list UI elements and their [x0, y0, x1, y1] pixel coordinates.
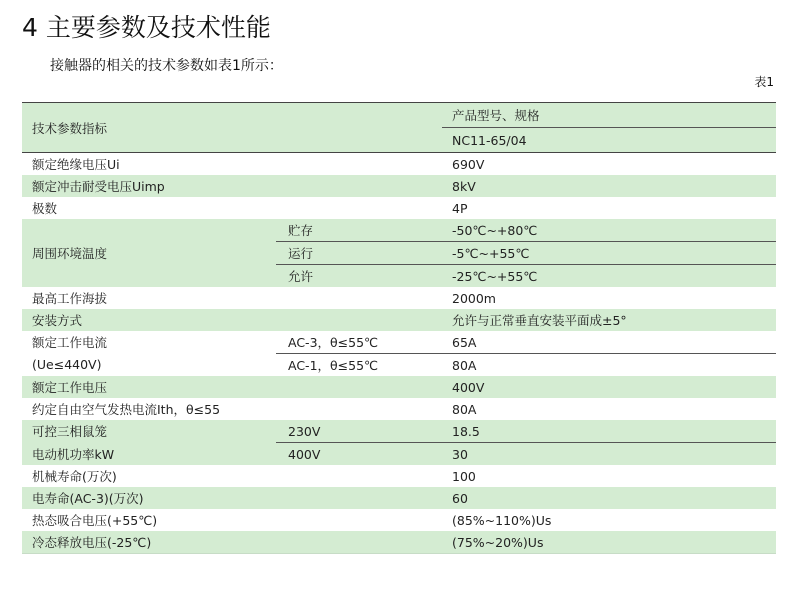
value-cell: 8kV	[442, 175, 776, 197]
param-cell: 冷态释放电压(-25℃)	[22, 531, 442, 554]
table-row	[22, 509, 776, 531]
value-cell: 80A	[442, 398, 776, 420]
table-row	[22, 531, 776, 554]
table-row	[22, 287, 776, 309]
sub-cell: 贮存	[276, 219, 442, 242]
value-cell: -25℃~+55℃	[442, 265, 776, 288]
table-label: 表1	[754, 75, 774, 89]
value-cell: 允许与正常垂直安装平面成±5°	[442, 309, 776, 331]
value-cell: 60	[442, 487, 776, 509]
value-cell: -5℃~+55℃	[442, 242, 776, 265]
value-cell: -50℃~+80℃	[442, 219, 776, 242]
table-row	[22, 465, 776, 487]
value-cell: 100	[442, 465, 776, 487]
param-cell: 额定冲击耐受电压Uimp	[22, 175, 442, 197]
table-row	[22, 398, 776, 420]
value-cell: 30	[442, 443, 776, 466]
table-row	[22, 376, 776, 398]
value-cell: 2000m	[442, 287, 776, 309]
param-cell: 可控三相鼠笼	[22, 420, 276, 443]
table-row	[22, 219, 776, 242]
parameters-table	[22, 102, 776, 554]
param-cell: 热态吸合电压(+55℃)	[22, 509, 442, 531]
sub-cell: AC-3，θ≤55℃	[276, 331, 442, 354]
table-header-row	[22, 103, 776, 128]
param-cell: 约定自由空气发热电流Ith，θ≤55	[22, 398, 442, 420]
param-cell: 额定绝缘电压Ui	[22, 153, 442, 176]
param-cell: 电动机功率kW	[22, 443, 276, 466]
param-cell: 周围环境温度	[22, 219, 276, 287]
param-cell: 额定工作电流	[22, 331, 276, 354]
param-cell: 电寿命(AC-3)(万次)	[22, 487, 442, 509]
table-row	[22, 153, 776, 176]
table-row	[22, 443, 776, 466]
model-name: NC11-65/04	[442, 128, 776, 153]
value-cell: 400V	[442, 376, 776, 398]
value-cell: 4P	[442, 197, 776, 219]
value-cell: (85%~110%)Us	[442, 509, 776, 531]
sub-cell: 230V	[276, 420, 442, 443]
table-row	[22, 175, 776, 197]
table-row	[22, 354, 776, 377]
intro-text: 接触器的相关的技术参数如表1所示：	[50, 58, 283, 74]
param-cell: 机械寿命(万次)	[22, 465, 442, 487]
sub-cell: AC-1，θ≤55℃	[276, 354, 442, 377]
sub-cell: 允许	[276, 265, 442, 288]
table-row	[22, 487, 776, 509]
table-row	[22, 420, 776, 443]
value-cell: 18.5	[442, 420, 776, 443]
value-cell: 80A	[442, 354, 776, 377]
param-cell: 安装方式	[22, 309, 442, 331]
sub-cell: 运行	[276, 242, 442, 265]
param-cell: (Ue≤440V)	[22, 354, 276, 377]
value-cell: 65A	[442, 331, 776, 354]
table-row	[22, 197, 776, 219]
header-spacer	[276, 103, 442, 153]
table-row	[22, 331, 776, 354]
param-cell: 额定工作电压	[22, 376, 442, 398]
param-cell: 极数	[22, 197, 442, 219]
sub-cell: 400V	[276, 443, 442, 466]
param-cell: 最高工作海拔	[22, 287, 442, 309]
param-header: 技术参数指标	[22, 103, 276, 153]
value-cell: (75%~20%)Us	[442, 531, 776, 554]
section-heading: 4 主要参数及技术性能	[22, 13, 271, 42]
value-cell: 690V	[442, 153, 776, 176]
model-header: 产品型号、规格	[442, 103, 776, 128]
table-row	[22, 309, 776, 331]
